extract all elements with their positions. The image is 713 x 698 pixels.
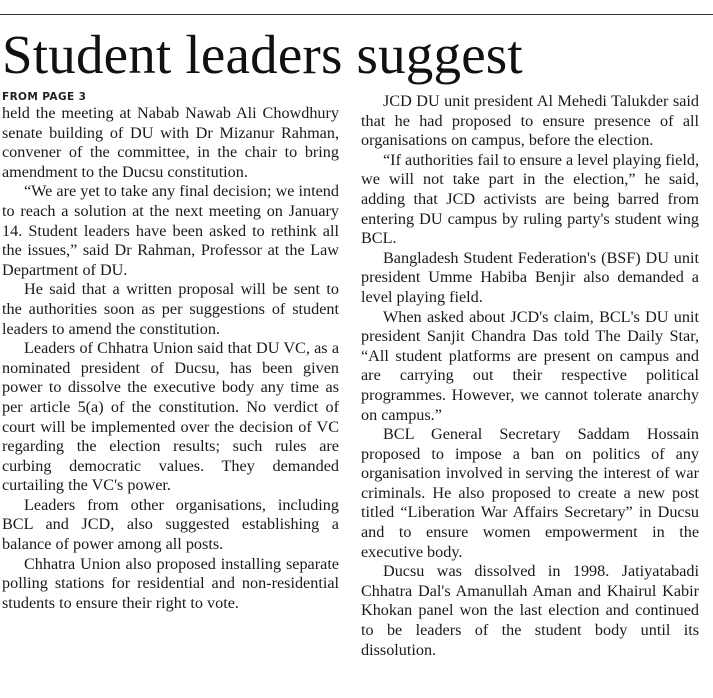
article-paragraph: Leaders of Chhatra Union said that DU VC, as a nominated president of Ducsu, has been given power to dissolve the executive body any time as per article 5(a) of the constitution. No verdict of court will be implemented over the decision of VC regarding the election results; such rules are curbing democratic values. They demanded curtailing the VC's power. — [2, 339, 339, 495]
article-paragraph: Bangladesh Student Federation's (BSF) DU unit president Umme Habiba Benjir also demanded a level playing field. — [361, 248, 699, 306]
article-paragraph: When asked about JCD's claim, BCL's DU unit president Sanjit Chandra Das told The Daily Star, “All student platforms are present on campus and are carrying out their respective political programmes. However, we cannot tolerate anarchy on campus.” — [361, 307, 699, 424]
article-column-right — [361, 92, 699, 660]
article-paragraph: Leaders from other organisations, including BCL and JCD, also suggested establishing a balance of power among all posts. — [2, 495, 339, 554]
article-paragraph: Chhatra Union also proposed installing separate polling stations for residential and non-residential students to ensure their right to vote. — [2, 554, 339, 612]
article-column-left — [2, 90, 339, 613]
article-paragraph: BCL General Secretary Saddam Hossain proposed to impose a ban on politics of any organisation involved in serving the interest of war criminals. He also proposed to create a new post titled “Liberation War Affairs Secretary” in Ducsu and to ensure women empowerment in the executive body. — [361, 425, 699, 561]
article-paragraph: JCD DU unit president Al Mehedi Talukder said that he had proposed to ensure presence of all organisations on campus, before the election. — [361, 92, 699, 150]
article-paragraph: held the meeting at Nabab Nawab Ali Chowdhury senate building of DU with Dr Mizanur Rahman, convener of the committee, in the chair to bring amendment to the Ducsu constitution. — [2, 104, 339, 181]
article-paragraph: “We are yet to take any final decision; we intend to reach a solution at the next meeting on January 14. Student leaders have been asked to rethink all the issues,” said Dr Rahman, Professor at the Law Department of DU. — [2, 182, 339, 279]
continuation-kicker: FROM PAGE 3 — [2, 91, 87, 103]
article-paragraph: “If authorities fail to ensure a level playing field, we will not take part in the election,” he said, adding that JCD activists are being barred from entering DU campus by ruling party's student wing BCL. — [361, 150, 699, 248]
article-headline: Student leaders suggest — [2, 24, 523, 85]
article-paragraph: He said that a written proposal will be sent to the authorities soon as per suggestions of student leaders to amend the constitution. — [2, 280, 339, 338]
top-rule — [0, 14, 713, 15]
article-paragraph: Ducsu was dissolved in 1998. Jatiyatabadi Chhatra Dal's Amanullah Aman and Khairul Kabir Khokan panel won the last election and continued to be leaders of the student body until its dissolution. — [361, 562, 699, 659]
